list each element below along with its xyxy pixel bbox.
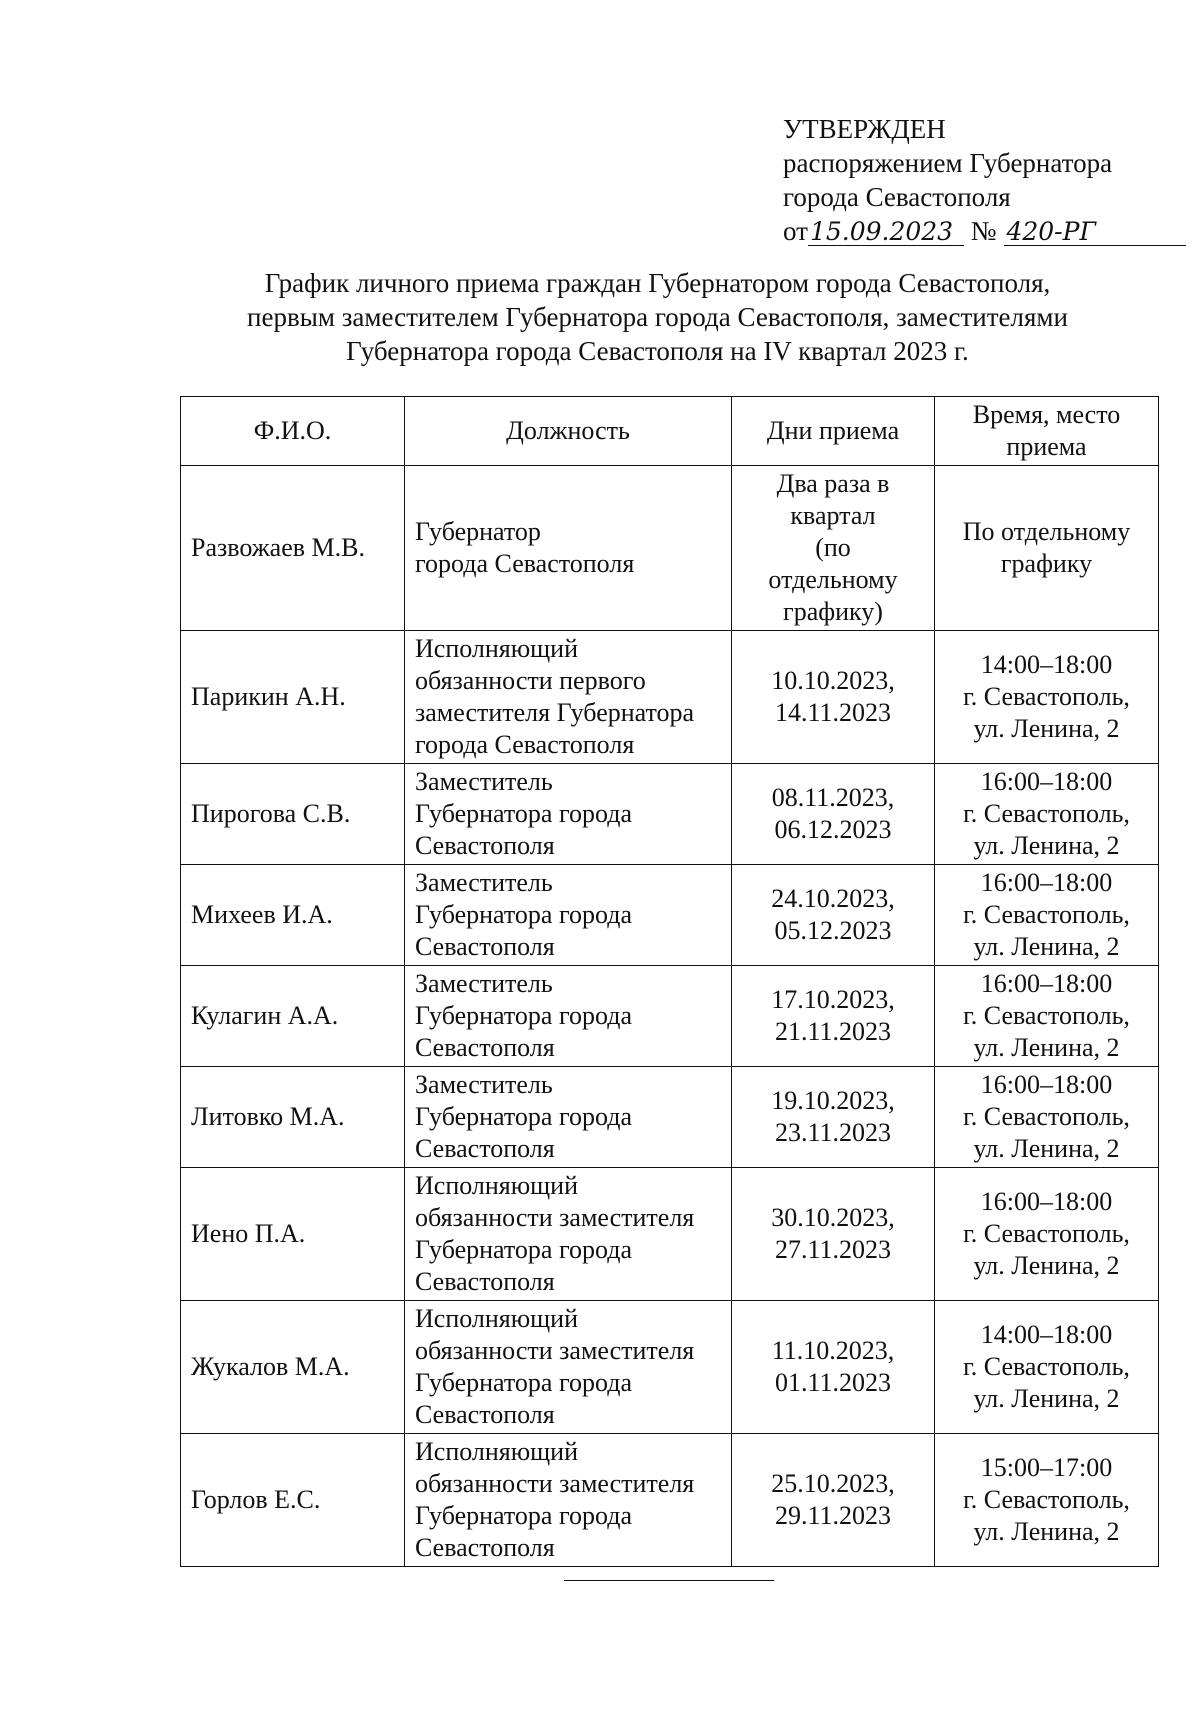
cell-position-line: заместителя Губернатора	[415, 698, 695, 727]
cell-days	[732, 764, 935, 865]
header-time-place: Время, место приема	[935, 397, 1159, 466]
cell-days-line: Два раза в	[776, 469, 890, 498]
cell-days	[732, 1301, 935, 1434]
cell-days-line: 30.10.2023,	[771, 1203, 895, 1232]
cell-position-line: Губернатора города	[415, 1501, 633, 1530]
cell-name: Литовко М.А.	[181, 1067, 405, 1168]
cell-time-place-line: 14:00–18:00	[980, 1320, 1113, 1349]
cell-time-place	[935, 764, 1159, 865]
cell-time-place	[935, 966, 1159, 1067]
cell-position	[405, 1301, 732, 1434]
cell-time-place	[935, 1434, 1159, 1567]
cell-position-line: обязанности заместителя	[415, 1203, 695, 1232]
cell-time-place-line: 14:00–18:00	[980, 650, 1113, 679]
cell-time-place	[935, 1067, 1159, 1168]
cell-time-place-line: ул. Ленина, 2	[973, 1251, 1120, 1280]
cell-position	[405, 1168, 732, 1301]
table-header-row	[181, 397, 1159, 466]
cell-days	[732, 865, 935, 966]
cell-position-line: Губернатора города	[415, 1001, 633, 1030]
cell-time-place-line: 16:00–18:00	[980, 969, 1113, 998]
cell-days-line: 25.10.2023,	[771, 1469, 895, 1498]
cell-days	[732, 631, 935, 764]
cell-position-line: обязанности заместителя	[415, 1336, 695, 1365]
cell-position-line: Губернатора города	[415, 799, 633, 828]
cell-time-place-line: 16:00–18:00	[980, 1070, 1113, 1099]
cell-name: Михеев И.А.	[181, 865, 405, 966]
cell-position	[405, 466, 732, 631]
cell-position	[405, 865, 732, 966]
cell-position-line: Губернатора города	[415, 900, 633, 929]
cell-position-line: Заместитель	[415, 868, 553, 897]
cell-time-place-line: графику	[1000, 549, 1093, 578]
table-row	[181, 631, 1159, 764]
cell-days-line: 24.10.2023,	[771, 884, 895, 913]
schedule-table	[180, 396, 1159, 1567]
cell-time-place-line: По отдельному	[962, 517, 1131, 546]
cell-name: Пирогова С.В.	[181, 764, 405, 865]
cell-position-line: Севастополя	[415, 831, 555, 860]
handwritten-date: 15.09.2023	[808, 219, 964, 246]
number-label: №	[970, 216, 997, 246]
cell-position-line: Губернатор	[415, 517, 541, 546]
cell-time-place-line: г. Севастополь,	[963, 1102, 1130, 1131]
cell-position	[405, 1434, 732, 1567]
approval-date-number-line	[783, 214, 1163, 248]
cell-position	[405, 1067, 732, 1168]
cell-time-place-line: 16:00–18:00	[980, 767, 1113, 796]
approval-city-line: города Севастополя	[783, 182, 1011, 212]
closing-rule	[564, 1580, 774, 1581]
cell-position-line: города Севастополя	[415, 730, 635, 759]
table-row	[181, 764, 1159, 865]
cell-days-line: 21.11.2023	[774, 1017, 892, 1046]
title-line-2: первым заместителем Губернатора города Севастополя, заместителями	[247, 302, 1068, 332]
cell-time-place-line: ул. Ленина, 2	[973, 1384, 1120, 1413]
cell-days-line: 11.10.2023,	[771, 1336, 895, 1365]
cell-position	[405, 966, 732, 1067]
cell-time-place	[935, 631, 1159, 764]
cell-days-line: 29.11.2023	[774, 1501, 892, 1530]
header-days: Дни приема	[732, 397, 935, 466]
cell-position-line: города Севастополя	[415, 549, 635, 578]
cell-time-place	[935, 1301, 1159, 1434]
table-row	[181, 1067, 1159, 1168]
approval-heading: УТВЕРЖДЕН	[783, 114, 946, 144]
cell-position-line: Севастополя	[415, 1400, 555, 1429]
cell-time-place-line: г. Севастополь,	[963, 900, 1130, 929]
cell-position-line: обязанности первого	[415, 666, 646, 695]
cell-name: Горлов Е.С.	[181, 1434, 405, 1567]
cell-time-place-line: ул. Ленина, 2	[973, 1134, 1120, 1163]
cell-days-line: квартал	[790, 501, 876, 530]
title-line-3: Губернатора города Севастополя на IV квартал 2023 г.	[346, 336, 969, 366]
cell-position	[405, 631, 732, 764]
cell-time-place-line: ул. Ленина, 2	[973, 932, 1120, 961]
cell-position-line: Исполняющий	[415, 634, 579, 663]
cell-time-place-line: ул. Ленина, 2	[973, 1517, 1120, 1546]
table-row	[181, 966, 1159, 1067]
table-row	[181, 1168, 1159, 1301]
cell-days-line: (по	[815, 533, 851, 562]
cell-days-line: 05.12.2023	[774, 916, 892, 945]
document-title	[190, 266, 1125, 368]
cell-days-line: 06.12.2023	[774, 815, 892, 844]
table-row	[181, 466, 1159, 631]
cell-days	[732, 966, 935, 1067]
cell-name: Жукалов М.А.	[181, 1301, 405, 1434]
cell-days-line: 08.11.2023,	[771, 783, 895, 812]
cell-time-place	[935, 466, 1159, 631]
cell-days-line: 23.11.2023	[774, 1118, 892, 1147]
cell-name: Иено П.А.	[181, 1168, 405, 1301]
cell-position-line: обязанности заместителя	[415, 1469, 695, 1498]
cell-time-place-line: г. Севастополь,	[963, 1219, 1130, 1248]
header-position: Должность	[405, 397, 732, 466]
cell-time-place-line: 16:00–18:00	[980, 1187, 1113, 1216]
header-name: Ф.И.О.	[181, 397, 405, 466]
cell-time-place-line: г. Севастополь,	[963, 1352, 1130, 1381]
title-line-1: График личного приема граждан Губернатором города Севастополя,	[264, 268, 1051, 298]
cell-time-place-line: г. Севастополь,	[963, 1485, 1130, 1514]
table-row	[181, 865, 1159, 966]
cell-name: Кулагин А.А.	[181, 966, 405, 1067]
cell-days-line: 10.10.2023,	[771, 666, 895, 695]
cell-time-place-line: г. Севастополь,	[963, 682, 1130, 711]
cell-time-place-line: ул. Ленина, 2	[973, 1033, 1120, 1062]
cell-position-line: Губернатора города	[415, 1102, 633, 1131]
cell-name: Парикин А.Н.	[181, 631, 405, 764]
cell-days	[732, 1434, 935, 1567]
cell-days	[732, 1168, 935, 1301]
cell-position-line: Севастополя	[415, 932, 555, 961]
cell-position-line: Исполняющий	[415, 1437, 579, 1466]
cell-days	[732, 1067, 935, 1168]
cell-time-place-line: 16:00–18:00	[980, 868, 1113, 897]
table-row	[181, 1434, 1159, 1567]
cell-time-place	[935, 1168, 1159, 1301]
cell-days-line: 19.10.2023,	[771, 1086, 895, 1115]
cell-days-line: 14.11.2023	[774, 698, 892, 727]
table-body	[181, 466, 1159, 1567]
cell-position-line: Севастополя	[415, 1134, 555, 1163]
cell-days-line: графику)	[783, 597, 883, 626]
cell-time-place-line: ул. Ленина, 2	[973, 831, 1120, 860]
cell-days-line: 01.11.2023	[774, 1368, 892, 1397]
cell-position-line: Заместитель	[415, 969, 553, 998]
cell-time-place-line: ул. Ленина, 2	[973, 714, 1120, 743]
cell-time-place	[935, 865, 1159, 966]
cell-days-line: отдельному	[768, 565, 898, 594]
cell-time-place-line: г. Севастополь,	[963, 799, 1130, 828]
cell-position-line: Севастополя	[415, 1033, 555, 1062]
cell-time-place-line: 15:00–17:00	[980, 1453, 1113, 1482]
cell-time-place-line: г. Севастополь,	[963, 1001, 1130, 1030]
cell-position-line: Губернатора города	[415, 1235, 633, 1264]
cell-position-line: Заместитель	[415, 1070, 553, 1099]
cell-position-line: Исполняющий	[415, 1171, 579, 1200]
table-row	[181, 1301, 1159, 1434]
cell-position-line: Севастополя	[415, 1533, 555, 1562]
approval-block	[783, 112, 1163, 248]
cell-days	[732, 466, 935, 631]
cell-days-line: 27.11.2023	[774, 1235, 892, 1264]
approval-order-line: распоряжением Губернатора	[783, 148, 1113, 178]
cell-position-line: Исполняющий	[415, 1304, 579, 1333]
cell-position-line: Заместитель	[415, 767, 553, 796]
from-label: от	[783, 216, 808, 246]
cell-position-line: Губернатора города	[415, 1368, 633, 1397]
cell-name: Развожаев М.В.	[181, 466, 405, 631]
cell-position-line: Севастополя	[415, 1267, 555, 1296]
handwritten-number: 420-РГ	[1004, 219, 1186, 246]
cell-days-line: 17.10.2023,	[771, 985, 895, 1014]
cell-position	[405, 764, 732, 865]
